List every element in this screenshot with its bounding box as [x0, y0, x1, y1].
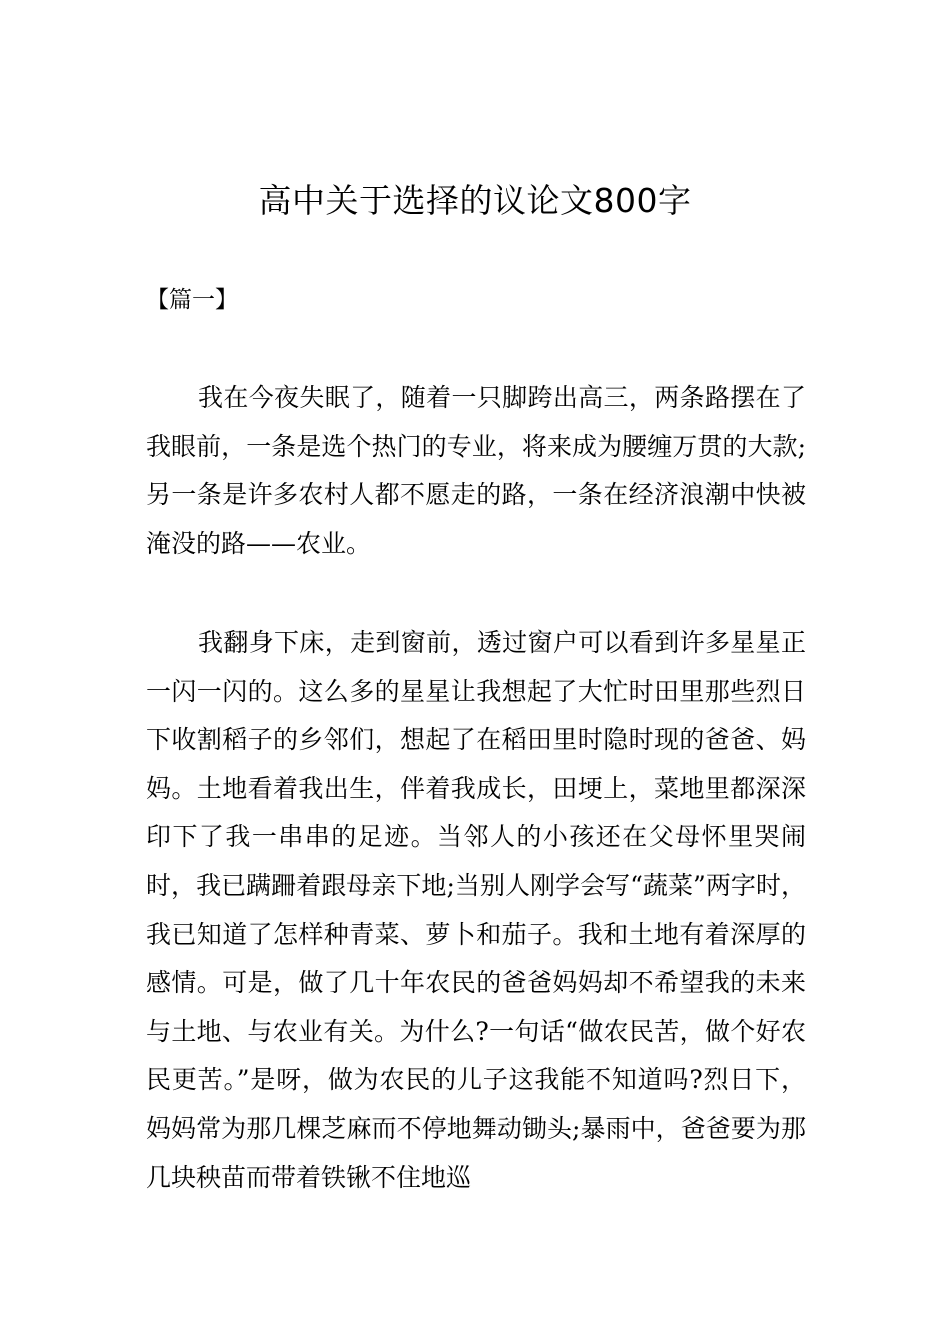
paragraph-1: 我在今夜失眠了，随着一只脚跨出高三，两条路摆在了我眼前，一条是选个热门的专业，将来成为腰缠万贯的大款;另一条是许多农村人都不愿走的路，一条在经济浪潮中快被淹没的路——农业。	[146, 383, 806, 558]
document-title: 高中关于选择的议论文800字	[258, 181, 692, 220]
paragraph-2: 我翻身下床，走到窗前，透过窗户可以看到许多星星正一闪一闪的。这么多的星星让我想起了大忙时田里那些烈日下收割稻子的乡邻们，想起了在稻田里时隐时现的爸爸、妈妈。土地看着我出生，伴着我成长，田埂上，菜地里都深深印下了我一串串的足迹。当邻人的小孩还在父母怀里哭闹时，我已蹒跚着跟母亲下地;当别人刚学会写“蔬菜”两字时，我已知道了怎样种青菜、萝卜和茄子。我和土地有着深厚的感情。可是，做了几十年农民的爸爸妈妈却不希望我的未来与土地、与农业有关。为什么?一句话“做农民苦，做个好农民更苦。”是呀，做为农民的儿子这我能不知道吗?烈日下，妈妈常为那几棵芝麻而不停地舞动锄头;暴雨中，爸爸要为那几块秧苗而带着铁锹不住地巡	[146, 628, 806, 1192]
section-label: 【篇一】	[146, 287, 238, 313]
